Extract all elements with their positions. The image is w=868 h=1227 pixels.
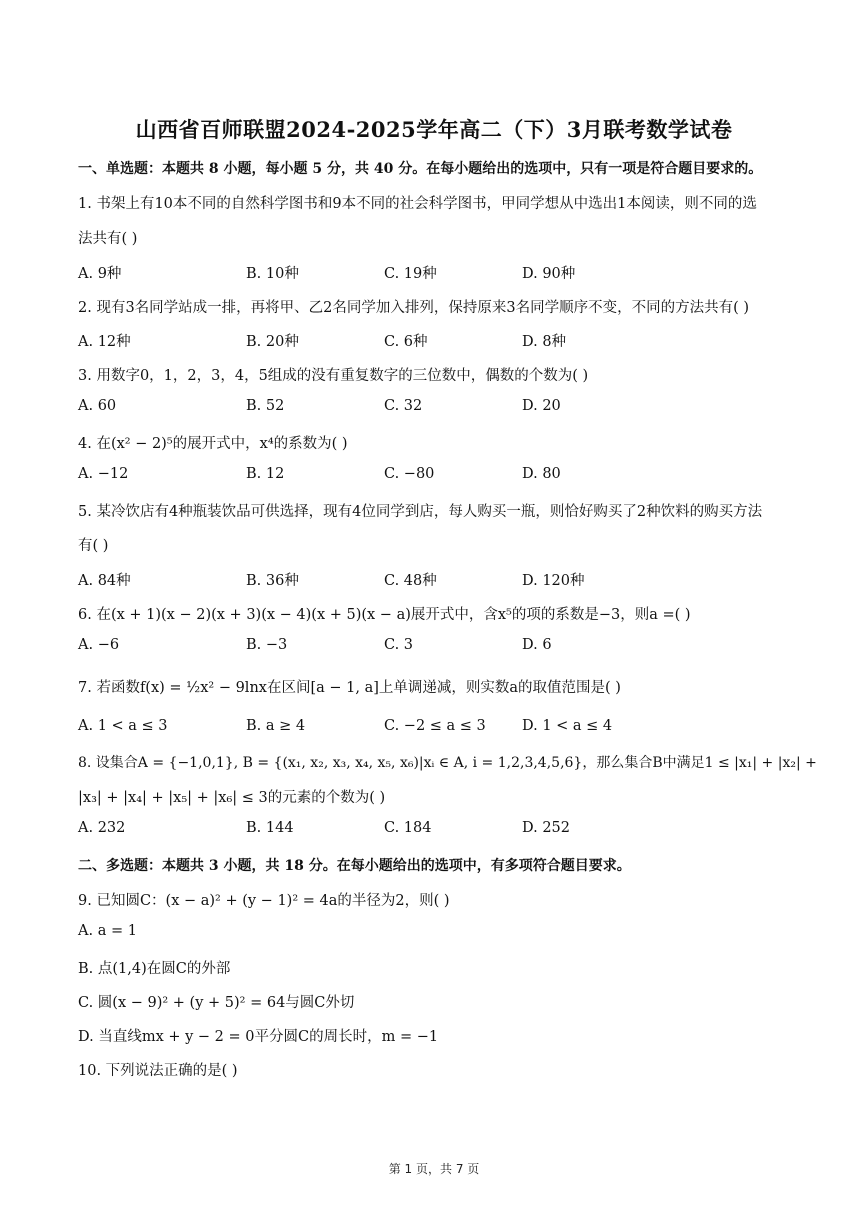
section-heading-multiple-choice: 二、多选题：本题共 3 小题，共 18 分。在每小题给出的选项中，有多项符合题目要求。 [78, 858, 631, 874]
option-d: D. 90种 [522, 266, 576, 282]
option-d: D. 80 [522, 466, 561, 482]
page-footer: 第 1 页，共 7 页 [388, 1162, 480, 1176]
option-c: C. 184 [384, 820, 432, 836]
option-a: A. 84种 [78, 573, 131, 589]
question-5-line-1: 5. 某冷饮店有4种瓶装饮品可供选择，现有4位同学到店，每人购买一瓶，则恰好购买了2种饮料的购买方法 [78, 504, 763, 520]
option-c: C. −2 ≤ a ≤ 3 [384, 718, 486, 734]
question-8-line-1: 8. 设集合A = {−1,0,1}, B = {(x₁, x₂, x₃, x₄, x₅, x₆)|xᵢ ∈ A, i = 1,2,3,4,5,6}，那么集合B中满足1 ≤ |x₁| + |x₂| + [78, 755, 817, 771]
question-9-option-b: B. 点(1,4)在圆C的外部 [78, 961, 231, 977]
option-c: C. 48种 [384, 573, 437, 589]
option-d: D. 1 < a ≤ 4 [522, 718, 613, 734]
option-a: A. 9种 [78, 266, 122, 282]
option-b: B. 20种 [246, 334, 299, 350]
option-a: A. 12种 [78, 334, 131, 350]
page-title: 山西省百师联盟2024-2025学年高二（下）3月联考数学试卷 [135, 117, 733, 142]
option-c: C. −80 [384, 466, 435, 482]
option-a: A. 1 < a ≤ 3 [78, 718, 168, 734]
option-a: A. 60 [78, 398, 117, 414]
question-7-line-1: 7. 若函数f(x) = ½x² − 9lnx在区间[a − 1, a]上单调递减，则实数a的取值范围是( ) [78, 680, 621, 696]
option-b: B. 36种 [246, 573, 299, 589]
question-9-option-a: A. a = 1 [78, 923, 137, 939]
question-8-line-2: |x₃| + |x₄| + |x₅| + |x₆| ≤ 3的元素的个数为( ) [78, 790, 386, 806]
option-a: A. 232 [78, 820, 126, 836]
option-d: D. 120种 [522, 573, 585, 589]
option-c: C. 6种 [384, 334, 428, 350]
question-9-line-1: 9. 已知圆C：(x − a)² + (y − 1)² = 4a的半径为2，则( ) [78, 893, 450, 909]
question-1-line-2: 法共有( ) [78, 231, 138, 247]
option-d: D. 20 [522, 398, 561, 414]
question-5-line-2: 有( ) [78, 538, 109, 554]
question-2-line-1: 2. 现有3名同学站成一排，再将甲、乙2名同学加入排列，保持原来3名同学顺序不变，不同的方法共有( ) [78, 300, 750, 316]
option-c: C. 32 [384, 398, 423, 414]
section-heading-single-choice: 一、单选题：本题共 8 小题，每小题 5 分，共 40 分。在每小题给出的选项中，只有一项是符合题目要求的。 [78, 161, 763, 177]
option-b: B. −3 [246, 637, 288, 653]
option-b: B. 12 [246, 466, 285, 482]
option-b: B. 144 [246, 820, 294, 836]
option-b: B. 10种 [246, 266, 299, 282]
question-4-line-1: 4. 在(x² − 2)⁵的展开式中，x⁴的系数为( ) [78, 436, 348, 452]
option-d: D. 8种 [522, 334, 567, 350]
question-9-option-d: D. 当直线mx + y − 2 = 0平分圆C的周长时，m = −1 [78, 1029, 439, 1045]
option-d: D. 6 [522, 637, 552, 653]
option-a: A. −12 [78, 466, 129, 482]
option-b: B. 52 [246, 398, 285, 414]
option-a: A. −6 [78, 637, 120, 653]
option-b: B. a ≥ 4 [246, 718, 306, 734]
question-6-line-1: 6. 在(x + 1)(x − 2)(x + 3)(x − 4)(x + 5)(x − a)展开式中，含x⁵的项的系数是−3，则a =( ) [78, 607, 691, 623]
question-10-line-1: 10. 下列说法正确的是( ) [78, 1063, 238, 1079]
option-c: C. 19种 [384, 266, 437, 282]
question-9-option-c: C. 圆(x − 9)² + (y + 5)² = 64与圆C外切 [78, 995, 355, 1011]
option-d: D. 252 [522, 820, 571, 836]
option-c: C. 3 [384, 637, 414, 653]
question-3-line-1: 3. 用数字0，1，2，3，4，5组成的没有重复数字的三位数中，偶数的个数为( ) [78, 368, 589, 384]
question-1-line-1: 1. 书架上有10本不同的自然科学图书和9本不同的社会科学图书，甲同学想从中选出1本阅读，则不同的选 [78, 196, 757, 212]
